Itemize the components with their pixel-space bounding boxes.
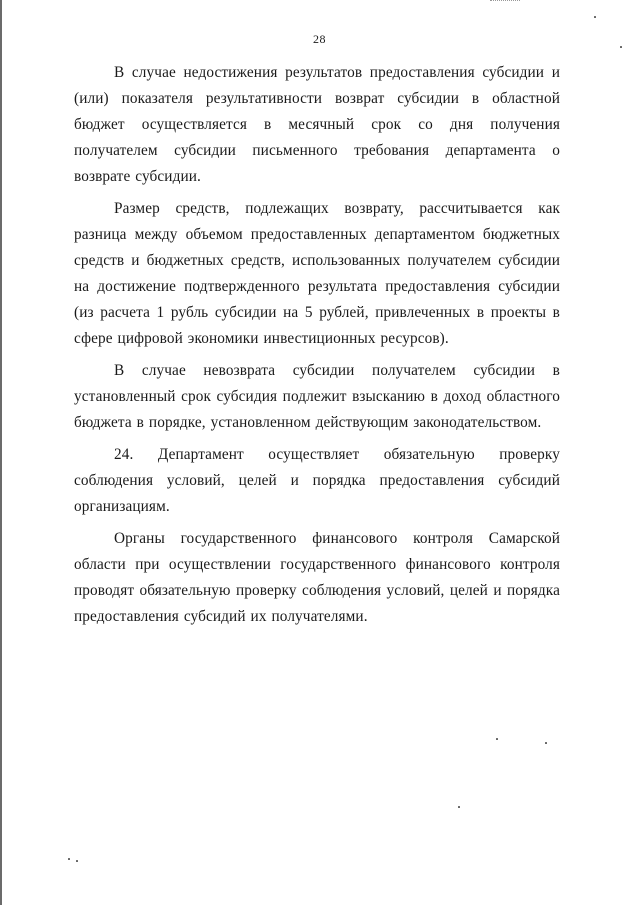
paragraph-refund-condition: В случае недостижения результатов предоставления субсидии и (или) показателя результативности возврат субсидии в областной бюджет осуществляется в месячный срок со дня получения получателем субсидии письменного требования департамента о возврате субсидии. <box>74 64 560 185</box>
scan-speck <box>594 16 596 18</box>
scan-speck <box>68 858 70 860</box>
scan-speck <box>76 860 78 862</box>
paragraph-non-return: В случае невозврата субсидии получателем субсидии в установленный срок субсидия подлежит взысканию в доход областного бюджета в порядке, установленном действующим законодательством. <box>74 362 560 431</box>
scan-edge <box>0 0 2 905</box>
page-number: 28 <box>313 32 326 46</box>
paragraph-financial-control: Органы государственного финансового контроля Самарской области при осуществлении государственного финансового контроля проводят обязательную проверку соблюдения условий, целей и порядка предоставления субсидий их получателями. <box>74 530 560 625</box>
scan-speck <box>496 738 498 740</box>
scan-speck <box>620 46 622 48</box>
paragraph-department-check: 24. Департамент осуществляет обязательную проверку соблюдения условий, целей и порядка предоставления субсидий организациям. <box>74 446 560 515</box>
paragraph-refund-amount: Размер средств, подлежащих возврату, рассчитывается как разница между объемом предоставленных департаментом бюджетных средств и бюджетных средств, использованных получателем субсидии на достижение подтвержденного результата предоставления субсидии (из расчета 1 рубль субсидии на 5 рублей, привлеченных в проекты в сфере цифровой экономики инвестиционных ресурсов). <box>74 200 560 347</box>
scan-marks <box>490 0 520 3</box>
scan-speck <box>458 806 460 808</box>
scan-speck <box>545 742 547 744</box>
document-body <box>74 60 560 630</box>
